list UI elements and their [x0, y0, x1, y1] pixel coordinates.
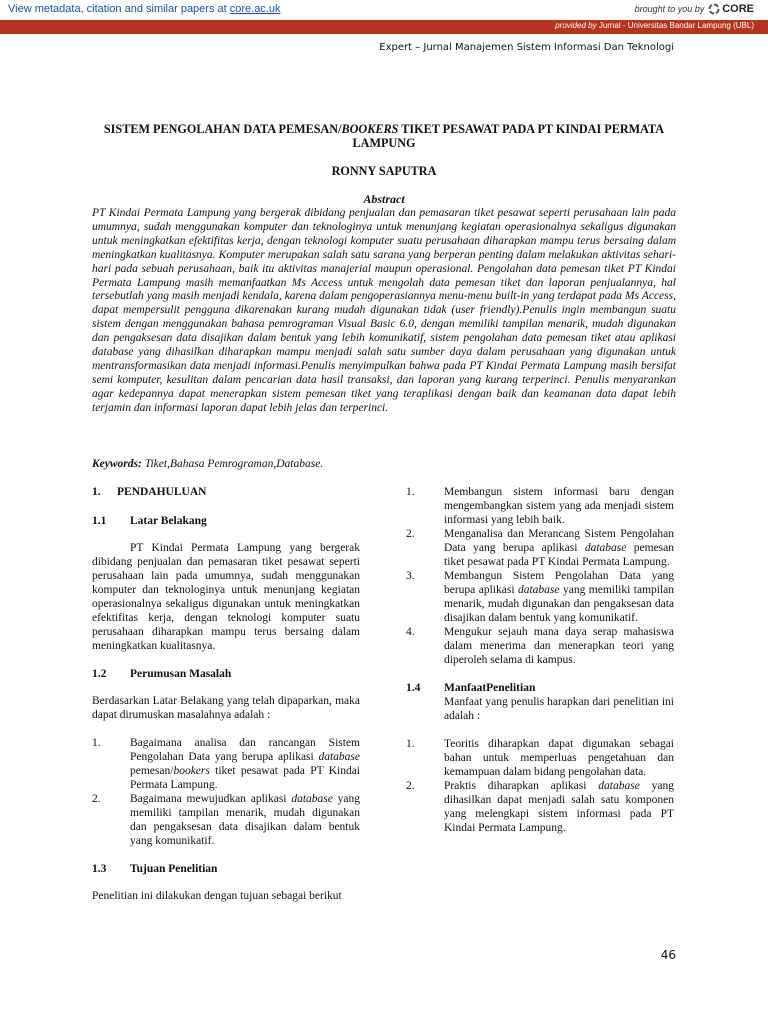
- keywords: [92, 458, 323, 470]
- list-number: 2.: [406, 780, 415, 792]
- list-text: [130, 736, 360, 792]
- list-item: [92, 792, 360, 848]
- text-italic: database: [318, 751, 360, 763]
- text-italic: database: [584, 542, 627, 554]
- core-logo[interactable]: [708, 3, 754, 15]
- list-text: [444, 569, 674, 625]
- core-provided-bar: [0, 20, 768, 34]
- list-text: [444, 779, 674, 835]
- core-logo-icon: [708, 3, 720, 15]
- text-run: yang memiliki tampilan menarik, mudah digunakan dan pengaksesan data disajikan dalam bentuk yang komunikatif.: [444, 584, 675, 624]
- list-text: [130, 792, 360, 848]
- text-italic: database: [291, 793, 333, 805]
- section-title: ManfaatPenelitian: [444, 682, 536, 694]
- list-text: Membangun sistem informasi baru dengan mengembangkan sistem yang ada menjadi sistem informasi yang lebih baik.: [444, 486, 674, 526]
- section-number: 1.2: [92, 668, 107, 680]
- page-number: 46: [660, 948, 676, 962]
- core-banner: [0, 0, 768, 34]
- title-part-1: SISTEM PENGOLAHAN DATA PEMESAN/: [103, 122, 342, 136]
- tujuan-intro: Penelitian ini dilakukan dengan tujuan sebagai berikut: [92, 890, 342, 902]
- list-text: [444, 527, 674, 569]
- section-title: Tujuan Penelitian: [130, 863, 218, 875]
- provided-by-prefix: provided by: [555, 21, 597, 30]
- core-ac-uk-link[interactable]: core.ac.uk: [229, 3, 281, 15]
- section-number: 1.1: [92, 515, 107, 527]
- core-logo-text: CORE: [722, 3, 754, 15]
- section-title: Latar Belakang: [130, 515, 207, 527]
- list-number: 1.: [92, 737, 101, 749]
- journal-header: Expert – Jurnal Manajemen Sistem Informasi Dan Teknologi: [379, 42, 674, 53]
- section-title: Perumusan Masalah: [130, 668, 232, 680]
- core-metadata-link: [8, 3, 281, 15]
- text-run: Membangun Sistem Pengolahan Data yang berupa aplikasi: [444, 570, 674, 596]
- list-number: 2.: [406, 528, 415, 540]
- text-run: yang memiliki tampilan menarik, mudah digunakan dan pengaksesan data disajikan dalam bentuk yang komunikatif.: [130, 793, 360, 847]
- abstract-heading: Abstract: [363, 192, 405, 206]
- left-column: [92, 485, 360, 917]
- core-brought-by: [635, 3, 754, 15]
- manfaat-intro: Manfaat yang penulis harapkan dari penelitian ini adalah :: [444, 696, 674, 722]
- provided-by-source: [599, 21, 754, 30]
- text-run: Menganalisa dan Merancang Sistem Pengolahan Data yang berupa aplikasi: [444, 528, 674, 554]
- perumusan-intro: Berdasarkan Latar Belakang yang telah dipaparkan, maka dapat dirumuskan masalahnya adalah :: [92, 695, 360, 721]
- list-number: 2.: [92, 793, 101, 805]
- manfaat-list: [406, 737, 674, 835]
- list-item: [406, 779, 674, 835]
- text-italic: bookers: [173, 765, 210, 777]
- author-name: RONNY SAPUTRA: [331, 164, 437, 178]
- text-run: Bagaimana mewujudkan aplikasi: [130, 793, 292, 805]
- core-top-bar: [0, 0, 768, 21]
- text-run: tiket pesawat pada PT Kindai Permata Lampung.: [130, 765, 360, 791]
- text-run: pemesan/: [130, 765, 174, 777]
- abstract-text: PT Kindai Permata Lampung yang bergerak dibidang penjualan dan pemasaran tiket pesawat seperti perusahaan lain pada umumnya, sudah menggunakan komputer dan teknologinya untuk menunjang kegiatan operasionalnya sekaligus digunakan untuk meningkatkan efektifitas kerja, dengan teknologi komputer suatu perusahaan diharapkan mampu terus bersaing dalam meningkatkan kualitasnya. Komputer merupakan salah satu sarana yang berperan penting dalam melakukan aktivitas sehari-hari pada sebuah perusahaan, baik itu aktivitas manajerial maupun operasional. Pengolahan data pemesan tiket PT Kindai Permata Lampung masih memanfaatkan Ms Access untuk mengolah data pemesan tiket dan laporan penjualannya, hal tersebutlah yang masih menjadi kendala, karena dalam pengoperasiannya menu-menu built-in yang terdapat pada Ms Access, dapat mempersulit pengguna dikarenakan kurang mudah digunakan tidak (user friendly).Penulis ingin membangun suatu sistem dengan menggunakan bahasa pemrograman Visual Basic 6.0, dengan memiliki tampilan menarik, mudah digunakan dan pengaksesan data disajikan dalam bentuk yang lebih komunikatif, sistem pengolahan data pemesan tiket atau aplikasi database yang dihasilkan diharapkan mampu menjadi salah satu sumber daya dalam perusahaan yang digunakan untuk mentransformasikan data menjadi informasi.Penulis menyimpulkan bahwa pada PT Kindai Permata Lampung masih bersifat semi komputer, kesulitan dalam pencarian data hasil transaksi, dan laporan yang kurang terperinci. Penulis menyarankan agar kedepannya dapat menerapkan sistem pemesan tiket yang teraplikasi dengan baik dan keamanan data dapat lebih terjamin dan informasi laporan dapat lebih jelas dan terperinci.: [92, 207, 676, 414]
- section-1-2-heading: [92, 667, 360, 681]
- paper-title: [90, 122, 678, 150]
- list-number: 4.: [406, 626, 415, 638]
- keywords-label: Keywords:: [92, 458, 142, 470]
- section-1-4-heading: [406, 681, 674, 695]
- text-run: Bagaimana analisa dan rancangan Sistem Pengolahan Data yang berupa aplikasi: [130, 737, 360, 763]
- section-number: 1.: [92, 486, 101, 498]
- section-1-heading: [92, 485, 360, 499]
- text-run: yang dihasilkan dapat menjadi salah satu komponen yang melengkapi sistem informasi pada PT Kindai Permata Lampung.: [444, 780, 674, 834]
- keywords-list: Tiket,Bahasa Pemrograman,Database.: [141, 458, 324, 470]
- section-number: 1.3: [92, 863, 107, 875]
- title-italic: BOOKERS: [341, 122, 399, 136]
- text-italic: database: [598, 780, 640, 792]
- brought-by-text: brought to you by: [634, 4, 705, 14]
- title-part-2: TIKET PESAWAT PADA PT KINDAI PERMATA LAMPUNG: [352, 122, 665, 150]
- list-item: [406, 737, 674, 779]
- tujuan-list: [406, 485, 674, 667]
- list-item: [406, 527, 674, 569]
- latar-belakang-text: PT Kindai Permata Lampung yang bergerak dibidang penjualan dan pemasaran tiket pesawat seperti perusahaan lain pada umumnya, sudah menggunakan komputer dan teknologinya untuk menunjang kegiatan operasionalnya sekaligus digunakan untuk meningkatkan efektifitas kerja, dengan teknologi komputer suatu perusahaan diharapkan mampu terus bersaing dalam meningkatkan kualitasnya.: [92, 542, 360, 652]
- section-number: 1.4: [406, 682, 421, 694]
- list-item: [406, 485, 674, 527]
- core-link-prefix: View metadata, citation and similar papers at: [8, 3, 230, 15]
- section-1-3-heading: [92, 862, 360, 876]
- section-1-1-heading: [92, 514, 360, 528]
- text-italic: database: [517, 584, 560, 596]
- provided-by-text: [555, 21, 754, 30]
- list-number: 1.: [406, 738, 415, 750]
- right-column: [406, 485, 674, 849]
- list-item: [406, 569, 674, 625]
- text-run: pemesan tiket pesawat pada PT Kindai Permata Lampung.: [444, 542, 674, 568]
- list-number: 1.: [406, 486, 415, 498]
- list-item: [406, 625, 674, 667]
- provided-by-name: Jurnal - Universitas Bandar Lampung (UBL): [598, 21, 754, 30]
- section-title: PENDAHULUAN: [117, 486, 207, 498]
- list-text: Teoritis diharapkan dapat digunakan sebagai bahan untuk memperluas pengetahuan dan kemampuan dalam bidang pengolahan data.: [444, 738, 674, 778]
- list-number: 3.: [406, 570, 415, 582]
- perumusan-list: [92, 736, 360, 848]
- list-item: [92, 736, 360, 792]
- list-text: Mengukur sejauh mana daya serap mahasiswa dalam menerima dan menerapkan teori yang diperoleh selama di kampus.: [444, 626, 674, 666]
- text-run: Praktis diharapkan aplikasi: [444, 780, 599, 792]
